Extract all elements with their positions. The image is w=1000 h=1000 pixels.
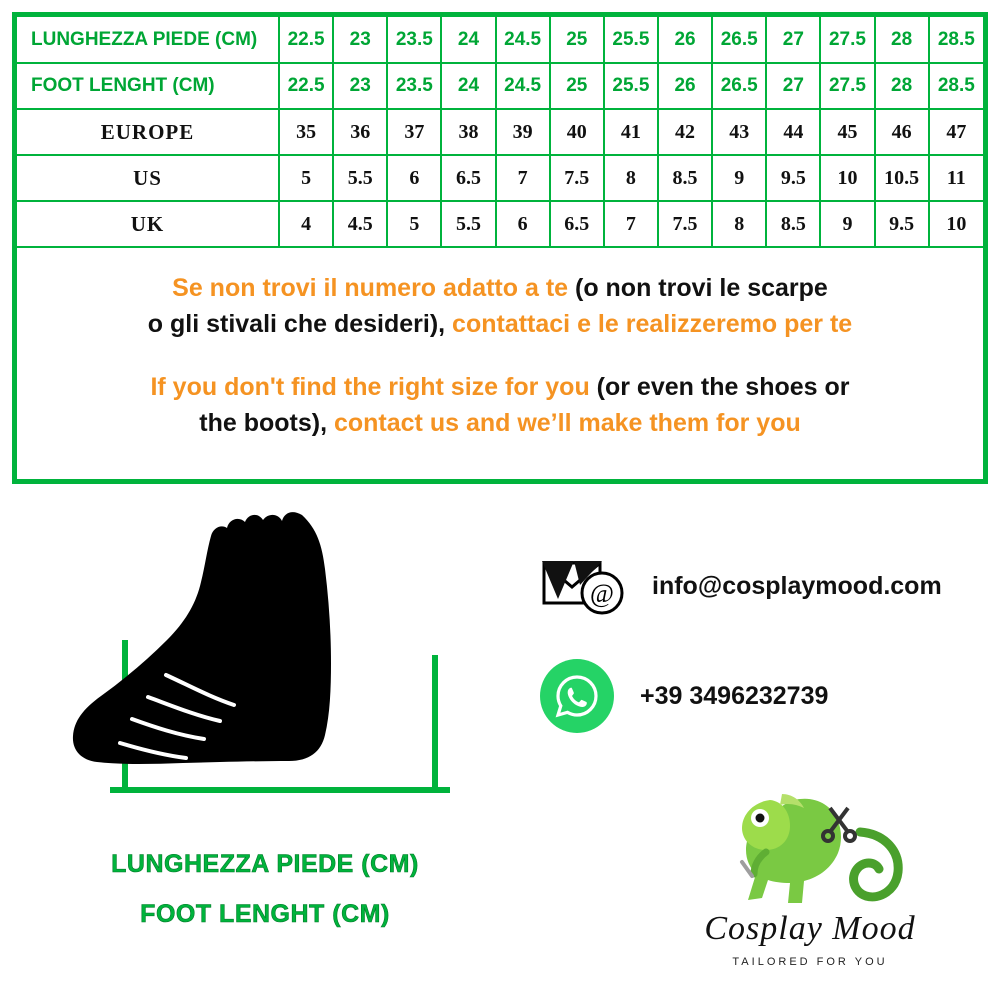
message-line [47,369,953,405]
cell: 9.5 [766,155,820,201]
cell: 11 [929,155,983,201]
message-highlight: If you don't find the right size for you [150,372,590,401]
cell: 6 [387,155,441,201]
cell: 5.5 [333,155,387,201]
svg-text:@: @ [590,579,614,608]
row-label: FOOT LENGHT (CM) [17,63,279,109]
table-row [17,109,983,155]
cell: 9 [820,201,874,247]
cell: 28 [875,63,929,109]
cell: 41 [604,109,658,155]
caption-english: FOOT LENGHT (CM) [140,900,390,928]
table-row [17,201,983,247]
email-row[interactable] [540,555,980,617]
cell: 36 [333,109,387,155]
message-italian [47,270,953,343]
cell: 28.5 [929,63,983,109]
cell: 23.5 [387,17,441,63]
cell: 22.5 [279,63,333,109]
cell: 7 [604,201,658,247]
message-english [47,369,953,442]
cell: 4.5 [333,201,387,247]
cell: 44 [766,109,820,155]
cell: 23.5 [387,63,441,109]
cell: 5 [279,155,333,201]
cell: 5.5 [441,201,495,247]
cell: 10.5 [875,155,929,201]
cell: 43 [712,109,766,155]
cell: 35 [279,109,333,155]
cell: 10 [820,155,874,201]
row-label: LUNGHEZZA PIEDE (CM) [17,17,279,63]
cell: 4 [279,201,333,247]
cell: 46 [875,109,929,155]
cell: 24.5 [496,63,550,109]
cell: 38 [441,109,495,155]
cell: 9 [712,155,766,201]
cell: 6.5 [441,155,495,201]
cell: 7.5 [658,201,712,247]
message-highlight: Se non trovi il numero adatto a te [172,274,569,302]
cell: 37 [387,109,441,155]
foot-icon [70,505,470,835]
logo-tagline: TAILORED FOR YOU [732,956,888,968]
message-plain: o gli stivali che desideri), [147,310,453,339]
cell: 28.5 [929,17,983,63]
cell: 22.5 [279,17,333,63]
table-row [17,63,983,109]
cell: 47 [929,109,983,155]
cell: 5 [387,201,441,247]
cell: 26 [658,17,712,63]
caption-italian: LUNGHEZZA PIEDE (CM) [111,850,419,878]
cell: 24 [441,63,495,109]
message-plain: (o non trovi le scarpe [568,274,828,302]
message-highlight: contattaci e le realizzeremo per te [452,310,853,339]
cell: 8 [604,155,658,201]
cell: 27.5 [820,17,874,63]
cell: 24 [441,17,495,63]
row-label: US [17,155,279,201]
foot-measure-illustration [30,505,500,975]
cell: 25.5 [604,17,658,63]
cell: 10 [929,201,983,247]
cell: 26.5 [712,17,766,63]
size-table [17,17,983,248]
message-plain: the boots), [199,408,334,437]
cell: 23 [333,63,387,109]
chameleon-icon [710,780,910,910]
cell: 24.5 [496,17,550,63]
custom-order-message [17,248,983,441]
whatsapp-icon [540,659,614,733]
table-row [17,17,983,63]
brand-logo [660,790,960,990]
message-line [47,270,953,306]
cell: 45 [820,109,874,155]
cell: 26 [658,63,712,109]
cell: 25 [550,17,604,63]
cell: 23 [333,17,387,63]
table-row [17,155,983,201]
email-address: info@cosplaymood.com [652,571,942,600]
cell: 39 [496,109,550,155]
row-label: EUROPE [17,109,279,155]
cell: 6.5 [550,201,604,247]
cell: 8.5 [766,201,820,247]
contact-block [540,555,980,775]
cell: 6 [496,201,550,247]
message-highlight: contact us and we’ll make them for you [333,408,801,437]
message-line [47,306,953,342]
message-line [47,405,953,441]
cell: 8 [712,201,766,247]
size-chart-box [12,12,988,484]
cell: 40 [550,109,604,155]
phone-number: +39 3496232739 [640,681,829,710]
logo-name: Cosplay Mood [704,910,916,947]
cell: 7 [496,155,550,201]
cell: 9.5 [875,201,929,247]
cell: 7.5 [550,155,604,201]
cell: 27.5 [820,63,874,109]
cell: 25.5 [604,63,658,109]
cell: 27 [766,63,820,109]
cell: 28 [875,17,929,63]
cell: 42 [658,109,712,155]
cell: 26.5 [712,63,766,109]
message-plain: (or even the shoes or [589,372,850,401]
cell: 8.5 [658,155,712,201]
row-label: UK [17,201,279,247]
cell: 25 [550,63,604,109]
cell: 27 [766,17,820,63]
whatsapp-row[interactable] [540,659,980,733]
email-icon [540,555,626,617]
